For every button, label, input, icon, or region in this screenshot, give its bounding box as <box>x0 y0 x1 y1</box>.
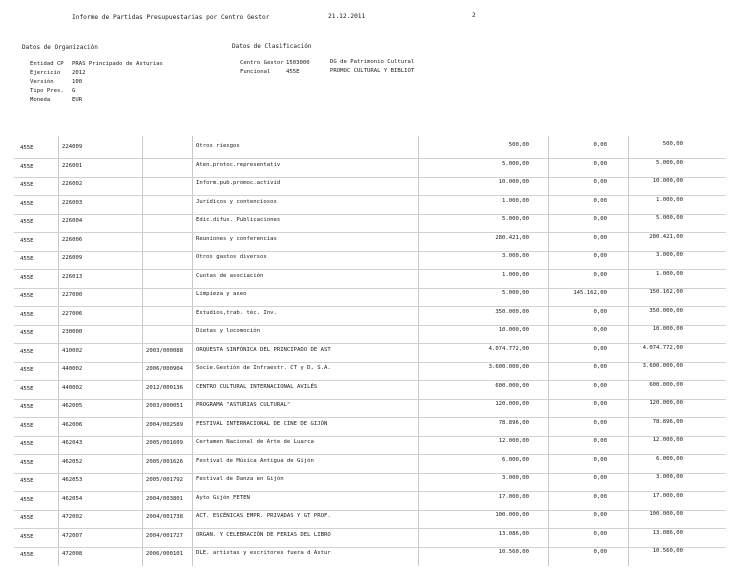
modification-amount: 0,00 <box>593 438 607 444</box>
initial-amount: 3.000,00 <box>502 475 529 481</box>
field-value: 100 <box>72 79 83 85</box>
economic-code: 462006 <box>62 421 83 428</box>
total-amount: 5.000,00 <box>656 215 683 221</box>
modification-amount: 0,00 <box>593 271 607 278</box>
modification-amount: 0,00 <box>593 179 607 185</box>
table-row <box>0 436 743 455</box>
organization-section-label: Datos de Organización <box>22 44 98 51</box>
economic-code: 462053 <box>62 477 83 483</box>
item-description: Festival de Danza en Gijón <box>196 476 284 482</box>
functional-code: 455E <box>20 330 34 336</box>
field-value: EUR <box>72 97 83 103</box>
project-code: 2012/000136 <box>146 384 184 391</box>
initial-amount: 10.000,00 <box>498 179 529 185</box>
table-row <box>0 177 743 196</box>
economic-code: 224009 <box>62 144 83 150</box>
economic-code: 226009 <box>62 255 83 261</box>
total-amount: 150.162,00 <box>649 289 683 295</box>
total-amount: 5.000,00 <box>656 159 683 166</box>
table-row <box>0 214 743 233</box>
project-code: 2005/001609 <box>146 440 184 446</box>
modification-amount: 0,00 <box>593 364 607 370</box>
project-code: 2004/001738 <box>146 514 184 520</box>
initial-amount: 5.000,00 <box>502 216 529 222</box>
economic-code: 472008 <box>62 551 83 557</box>
economic-code: 440002 <box>62 366 83 372</box>
total-amount: 4.074.772,00 <box>642 344 683 351</box>
project-code: 2006/000904 <box>146 366 184 372</box>
item-description: Edic.difus. Publicaciones <box>196 217 281 223</box>
item-description: Socie.Gestión de Infraestr. CT y D, S.A. <box>196 365 331 371</box>
economic-code: 226001 <box>62 162 83 169</box>
field-value: 2012 <box>72 70 86 76</box>
total-amount: 6.000,00 <box>656 455 683 462</box>
item-description: ACT. ESCÉNICAS EMPR. PRIVADAS Y GT PROF. <box>196 513 331 519</box>
functional-code: 455E <box>20 515 34 521</box>
economic-code: 462043 <box>62 440 83 446</box>
field-label: Ejercicio <box>30 70 61 76</box>
modification-amount: 0,00 <box>593 475 607 481</box>
functional-code: 455E <box>20 533 34 540</box>
modification-amount: 0,00 <box>593 308 607 315</box>
total-amount: 12.000,00 <box>652 437 683 443</box>
project-code: 2006/000101 <box>146 551 184 557</box>
economic-code: 462052 <box>62 458 83 465</box>
field-label: Centro Gestor <box>240 60 284 66</box>
functional-code: 455E <box>20 237 34 244</box>
economic-code: 410002 <box>62 347 83 354</box>
field-value: PRAS Principado de Asturias <box>72 61 163 67</box>
initial-amount: 5.000,00 <box>502 290 529 296</box>
total-amount: 120.000,00 <box>649 400 683 406</box>
total-amount: 3.600.000,00 <box>642 363 683 369</box>
table-row <box>0 529 743 548</box>
functional-code: 455E <box>20 274 34 281</box>
initial-amount: 350.000,00 <box>495 308 529 315</box>
total-amount: 600.000,00 <box>649 381 683 388</box>
functional-code: 455E <box>20 404 34 410</box>
functional-code: 455E <box>20 441 34 447</box>
table-row <box>0 140 743 159</box>
field-code: 455E <box>286 69 300 75</box>
modification-amount: 0,00 <box>593 253 607 259</box>
economic-code: 226013 <box>62 273 83 280</box>
total-amount: 1.000,00 <box>656 196 683 203</box>
field-label: Moneda <box>30 97 51 103</box>
project-code: 2004/001727 <box>146 532 184 539</box>
initial-amount: 600.000,00 <box>495 382 529 389</box>
functional-code: 455E <box>20 182 34 188</box>
initial-amount: 500,00 <box>508 142 529 148</box>
modification-amount: 0,00 <box>593 160 607 167</box>
initial-amount: 5.000,00 <box>502 160 529 167</box>
functional-code: 455E <box>20 385 34 392</box>
initial-amount: 13.086,00 <box>498 530 529 537</box>
total-amount: 350.000,00 <box>649 307 683 314</box>
item-description: Certamen Nacional de Arte de Luarca <box>196 439 314 445</box>
economic-code: 227000 <box>62 292 83 298</box>
total-amount: 280.421,00 <box>649 233 683 240</box>
functional-code: 455E <box>20 311 34 318</box>
item-description: FESTIVAL INTERNACIONAL DE CINE DE GIJÓN <box>196 420 328 427</box>
table-row <box>0 455 743 474</box>
economic-code: 230000 <box>62 329 83 335</box>
economic-code: 472007 <box>62 532 83 539</box>
table-row <box>0 510 743 529</box>
initial-amount: 10.560,00 <box>498 549 529 555</box>
table-row <box>0 344 743 363</box>
functional-code: 455E <box>20 219 34 225</box>
modification-amount: 0,00 <box>593 382 607 389</box>
functional-code: 455E <box>20 348 34 355</box>
total-amount: 78.896,00 <box>652 418 683 425</box>
functional-code: 455E <box>20 145 34 151</box>
table-row <box>0 492 743 511</box>
total-amount: 10.000,00 <box>652 178 683 184</box>
initial-amount: 12.000,00 <box>498 438 529 444</box>
project-code: 2005/001626 <box>146 458 184 465</box>
functional-code: 455E <box>20 200 34 207</box>
economic-code: 226002 <box>62 181 83 187</box>
initial-amount: 6.000,00 <box>502 456 529 463</box>
item-description: Estudios,trab. téc. Inv. <box>196 309 277 316</box>
initial-amount: 17.000,00 <box>498 493 529 500</box>
total-amount: 10.000,00 <box>652 326 683 332</box>
field-label: Versión <box>30 79 54 85</box>
report-date: 21.12.2011 <box>328 13 366 20</box>
field-label: Entidad CP <box>30 61 64 67</box>
total-amount: 3.000,00 <box>656 252 683 258</box>
table-row <box>0 307 743 326</box>
functional-code: 455E <box>20 478 34 484</box>
field-code: 1503000 <box>286 60 310 66</box>
functional-code: 455E <box>20 367 34 373</box>
table-row <box>0 233 743 252</box>
economic-code: 462054 <box>62 495 83 502</box>
modification-amount: 0,00 <box>593 530 607 537</box>
functional-code: 455E <box>20 293 34 299</box>
item-description: ORGAN. Y CELEBRACIÓN DE FERIAS DEL LIBRO <box>196 531 331 538</box>
economic-code: 226003 <box>62 199 83 206</box>
table-row <box>0 381 743 400</box>
table-row <box>0 159 743 178</box>
item-description: Dietas y locomoción <box>196 328 260 334</box>
functional-code: 455E <box>20 422 34 429</box>
total-amount: 10.560,00 <box>652 548 683 554</box>
table-row <box>0 362 743 381</box>
economic-code: 472002 <box>62 514 83 520</box>
table-row <box>0 399 743 418</box>
modification-amount: 0,00 <box>593 197 607 204</box>
classification-section-label: Datos de Clasificación <box>232 43 312 50</box>
table-row <box>0 547 743 566</box>
table-row <box>0 418 743 437</box>
initial-amount: 1.000,00 <box>502 271 529 278</box>
field-desc: DG de Patrimonio Cultural <box>330 59 415 65</box>
table-row <box>0 473 743 492</box>
initial-amount: 280.421,00 <box>495 234 529 241</box>
item-description: Jurídicos y contenciosos <box>196 198 277 205</box>
project-code: 2003/000088 <box>146 347 184 354</box>
total-amount: 500,00 <box>662 141 683 147</box>
total-amount: 3.000,00 <box>656 474 683 480</box>
project-code: 2003/000051 <box>146 403 184 409</box>
field-value: G <box>72 88 76 94</box>
project-code: 2004/002589 <box>146 421 184 428</box>
table-row <box>0 251 743 270</box>
total-amount: 1.000,00 <box>656 270 683 277</box>
modification-amount: 0,00 <box>593 493 607 500</box>
field-label: Tipo Pres. <box>30 88 64 94</box>
item-description: Aten.protoc.representativ <box>196 161 281 168</box>
modification-amount: 0,00 <box>593 549 607 555</box>
item-description: Limpieza y aseo <box>196 291 247 297</box>
project-code: 2005/001792 <box>146 477 184 483</box>
initial-amount: 4.074.772,00 <box>488 345 529 352</box>
economic-code: 462005 <box>62 403 83 409</box>
total-amount: 13.086,00 <box>652 529 683 536</box>
functional-code: 455E <box>20 552 34 558</box>
modification-amount: 0,00 <box>593 456 607 463</box>
economic-code: 226004 <box>62 218 83 224</box>
initial-amount: 3.000,00 <box>502 253 529 259</box>
page-number: 2 <box>472 12 476 19</box>
item-description: DLE. artistas y escritores fuera d Astur <box>196 550 331 556</box>
project-code: 2004/003801 <box>146 495 184 502</box>
initial-amount: 3.600.000,00 <box>488 364 529 370</box>
item-description: Otros gastos diversos <box>196 254 267 260</box>
field-desc: PROMOC CULTURAL Y BIBLIOT <box>330 68 415 74</box>
economic-code: 227006 <box>62 310 83 317</box>
total-amount: 17.000,00 <box>652 492 683 499</box>
modification-amount: 145.162,00 <box>573 290 607 296</box>
item-description: Festival de Música Antigua de Gijón <box>196 457 314 464</box>
modification-amount: 0,00 <box>593 419 607 426</box>
item-description: ORQUESTA SINFÓNICA DEL PRINCIPADO DE AST <box>196 346 331 353</box>
modification-amount: 0,00 <box>593 327 607 333</box>
table-row <box>0 325 743 344</box>
item-description: Otros riesgos <box>196 143 240 149</box>
modification-amount: 0,00 <box>593 345 607 352</box>
initial-amount: 10.000,00 <box>498 327 529 333</box>
economic-code: 440002 <box>62 384 83 391</box>
table-row <box>0 196 743 215</box>
table-row <box>0 288 743 307</box>
item-description: Ayto Gijón FETEN <box>196 494 250 501</box>
functional-code: 455E <box>20 163 34 170</box>
item-description: Inform.pub.promoc.activid <box>196 180 281 186</box>
functional-code: 455E <box>20 496 34 503</box>
economic-code: 226006 <box>62 236 83 243</box>
functional-code: 455E <box>20 256 34 262</box>
initial-amount: 78.896,00 <box>498 419 529 426</box>
report-title: Informe de Partidas Presupuestarias por Centro Gestor <box>72 14 270 21</box>
functional-code: 455E <box>20 459 34 466</box>
item-description: Reuniones y conferencias <box>196 235 277 242</box>
item-description: PROGRAMA "ASTURIAS CULTURAL" <box>196 402 291 408</box>
modification-amount: 0,00 <box>593 216 607 222</box>
modification-amount: 0,00 <box>593 234 607 241</box>
initial-amount: 120.000,00 <box>495 401 529 407</box>
modification-amount: 0,00 <box>593 142 607 148</box>
modification-amount: 0,00 <box>593 401 607 407</box>
table-row <box>0 270 743 289</box>
initial-amount: 1.000,00 <box>502 197 529 204</box>
initial-amount: 100.000,00 <box>495 512 529 518</box>
total-amount: 100.000,00 <box>649 511 683 517</box>
field-label: Funcional <box>240 69 271 75</box>
item-description: CENTRO CULTURAL INTERNACIONAL AVILÉS <box>196 383 318 390</box>
modification-amount: 0,00 <box>593 512 607 518</box>
item-description: Cuotas de asociación <box>196 272 264 279</box>
